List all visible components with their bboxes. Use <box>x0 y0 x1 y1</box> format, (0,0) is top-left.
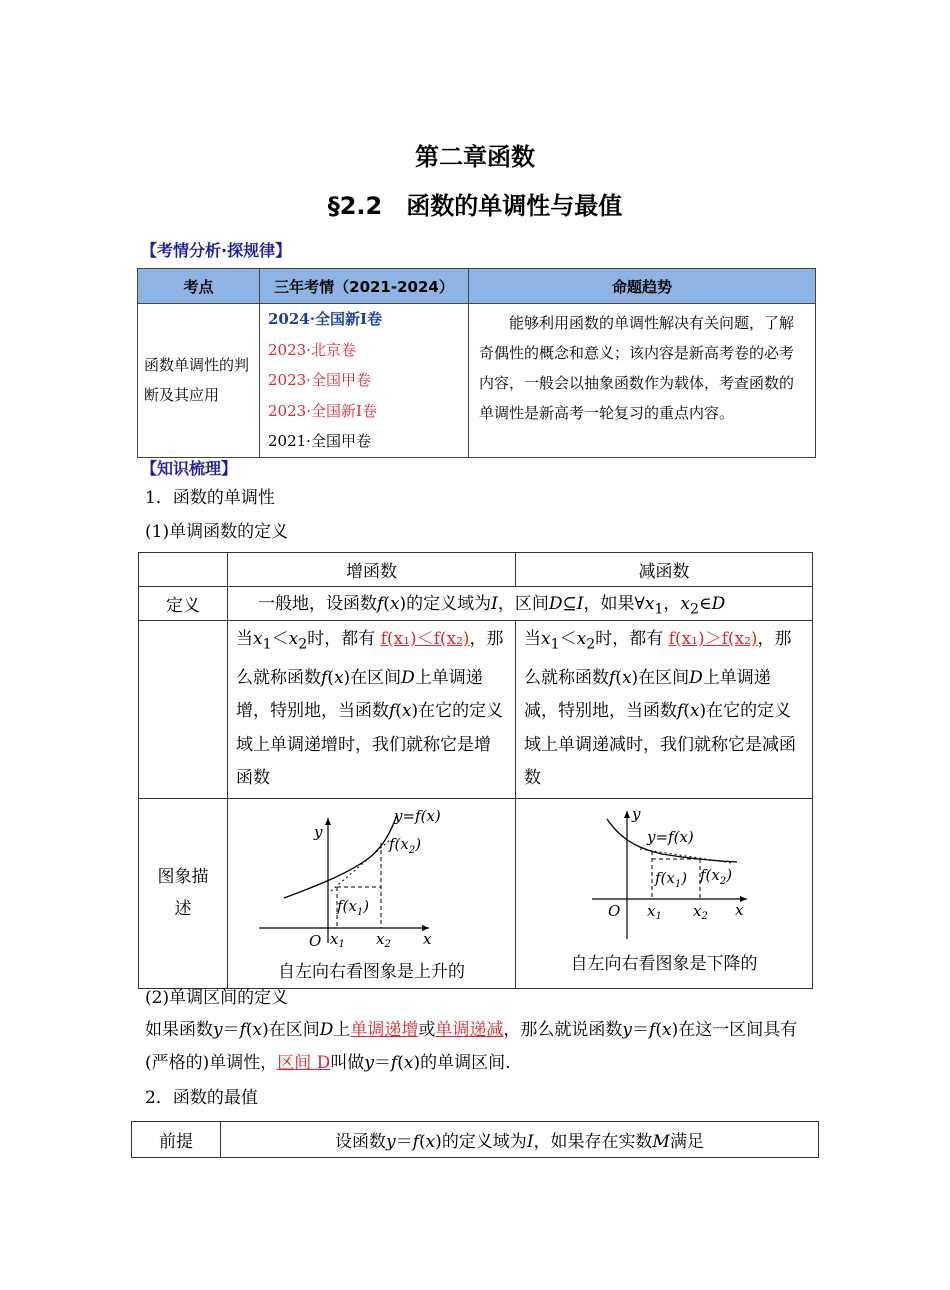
x1-label: $x_1$ <box>330 929 345 950</box>
knowledge-label: 【知识梳理】 <box>141 459 238 478</box>
header-trend: 命题趋势 <box>469 269 816 304</box>
curve-label: y=f(x) <box>646 827 694 846</box>
extrema-table <box>131 1121 819 1158</box>
answer-interval: 区间 D <box>277 1053 331 1073</box>
year-item: 2023·北京卷 <box>268 340 356 359</box>
origin-label: O <box>309 931 322 950</box>
year-item: 2021·全国甲卷 <box>268 432 371 450</box>
y-axis-arrow <box>325 818 331 825</box>
row-graph-label: 图象描述 <box>139 798 228 988</box>
year-item: 2023·全国新Ⅰ卷 <box>268 401 377 420</box>
x-label: x <box>734 900 743 919</box>
increasing-curve <box>284 815 397 898</box>
header-years: 三年考情（2021-2024） <box>260 269 469 304</box>
inc-answer: f(x₁)＜f(x₂) <box>380 629 470 649</box>
y-axis-arrow <box>624 811 630 818</box>
increasing-graph <box>229 803 514 953</box>
origin-label: O <box>607 901 620 920</box>
curve-label: y=f(x) <box>394 806 441 825</box>
heading-extrema: 2．函数的最值 <box>145 1088 258 1108</box>
heading-def-interval: (2)单调区间的定义 <box>145 988 289 1008</box>
answer-increasing: 单调递增 <box>350 1020 419 1040</box>
trend-cell: 能够利用函数的单调性解决有关问题，了解奇偶性的概念和意义；该内容是新高考卷的必考内容，一般会以抽象函数作为载体，考查函数的单调性是新高考一轮复习的重点内容。 <box>469 304 816 458</box>
decreasing-definition: 当$x_1<x_2$时，都有 f(x₁)＞f(x₂)，那么就称函数f(x)在区间D上单调递减，特别地，当函数f(x)在它的定义域上单调递减时，我们就称它是减函数 <box>516 621 813 799</box>
decreasing-caption: 自左向右看图象是下降的 <box>570 953 758 974</box>
topic-cell: 函数单调性的判断及其应用 <box>138 304 260 458</box>
col-decreasing: 减函数 <box>516 553 813 587</box>
x2-label: $x_2$ <box>376 929 391 950</box>
decreasing-graph-cell <box>516 798 813 988</box>
increasing-definition: 当$x_1<x_2$时，都有 f(x₁)＜f(x₂)，那么就称函数f(x)在区间D上单调递增，特别地，当函数f(x)在它的定义域上单调递增时，我们就称它是增函数 <box>228 621 516 799</box>
year-item: 2023·全国甲卷 <box>268 371 371 389</box>
exam-analysis-label: 【考情分析·探规律】 <box>141 241 292 260</box>
heading-def-monotonic: (1)单调函数的定义 <box>145 522 289 542</box>
x1-label: $x_1$ <box>646 901 662 922</box>
y-label: y <box>631 804 640 823</box>
premise-label: 前提 <box>132 1122 221 1158</box>
dec-answer: f(x₁)＞f(x₂) <box>668 629 758 649</box>
year-item: 2024·全国新Ⅰ卷 <box>268 310 382 328</box>
fx1-label: $f(x_1)$ <box>654 868 687 890</box>
y-label: y <box>314 822 323 841</box>
row-definition-text: 一般地，设函数f(x)的定义域为I，区间D⊆I，如果$\forall x_1$，$x_2\in D$ <box>228 587 813 621</box>
x-label: x <box>423 929 432 948</box>
fx2-label: $f(x_2)$ <box>389 834 422 856</box>
row-definition-label: 定义 <box>139 587 228 621</box>
years-cell <box>260 304 469 458</box>
x2-label: $x_2$ <box>692 901 708 922</box>
answer-decreasing: 单调递减 <box>435 1020 504 1040</box>
header-topic: 考点 <box>138 269 260 304</box>
decreasing-graph <box>522 799 807 949</box>
increasing-graph-cell <box>228 798 516 988</box>
col-increasing: 增函数 <box>228 553 516 587</box>
secant <box>331 839 391 891</box>
chapter-title: 第二章函数 <box>415 143 535 171</box>
interval-definition: 如果函数y＝f(x)在区间D上单调递增或单调递减，那么就说函数y＝f(x)在这一区间具有(严格的)单调性，区间 D叫做y＝f(x)的单调区间. <box>145 1020 798 1073</box>
fx2-label: $f(x_2)$ <box>699 865 732 887</box>
increasing-caption: 自左向右看图象是上升的 <box>278 961 465 982</box>
heading-monotonicity: 1．函数的单调性 <box>145 488 275 508</box>
section-title: §2.2 函数的单调性与最值 <box>327 192 623 220</box>
definition-table <box>138 552 813 989</box>
exam-table <box>137 268 816 458</box>
premise-text: 设函数y＝f(x)的定义域为I，如果存在实数M满足 <box>221 1122 819 1158</box>
fx1-label: $f(x_1)$ <box>337 896 370 918</box>
